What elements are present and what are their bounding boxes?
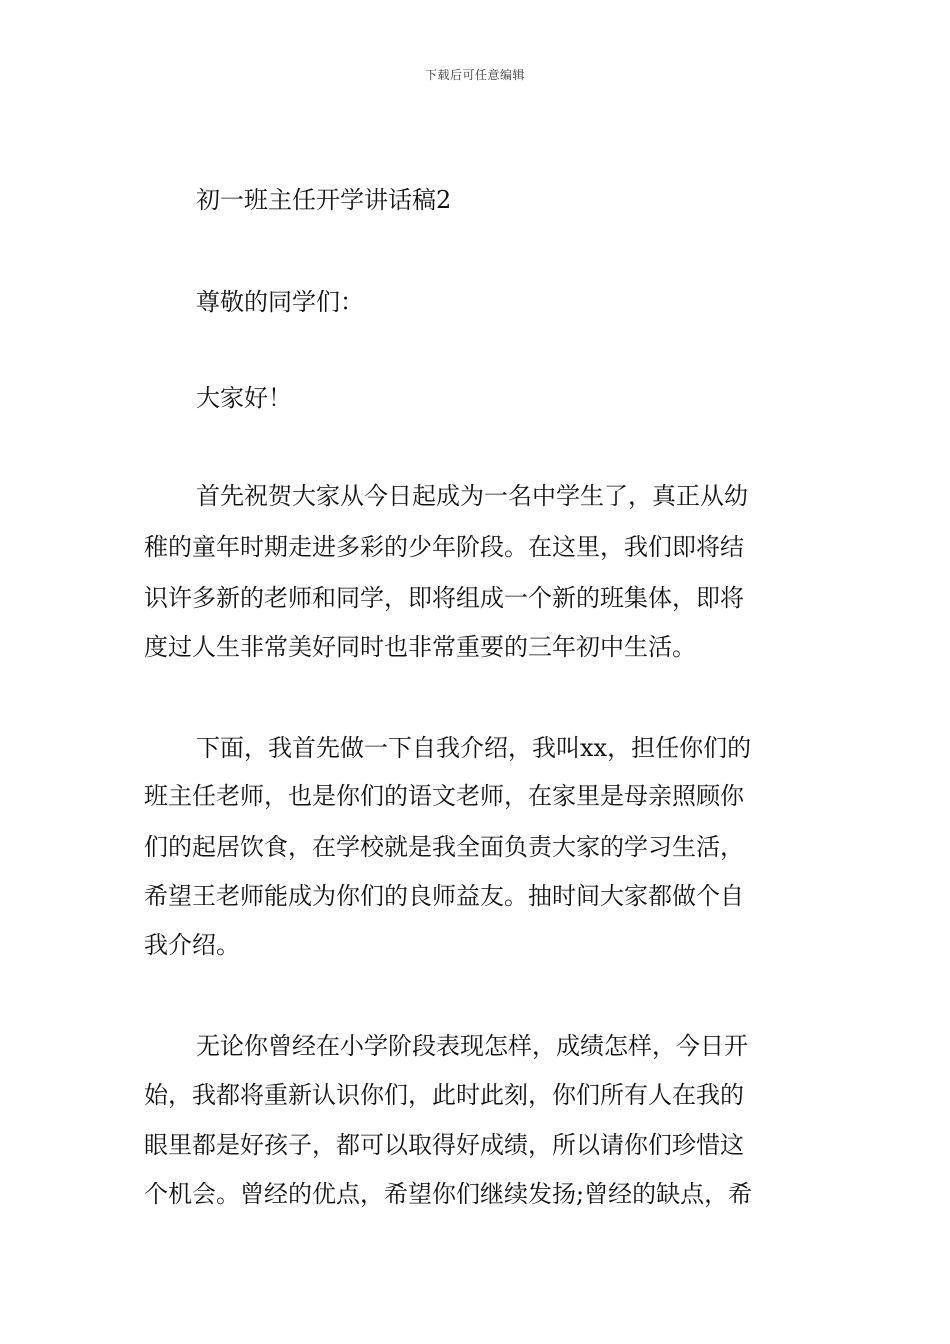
paragraph-line: 首先祝贺大家从今日起成为一名中学生了，真正从幼 — [196, 482, 748, 510]
paragraph-line: 稚的童年时期走进多彩的少年阶段。在这里，我们即将结 — [144, 533, 744, 561]
paragraph-line: 度过人生非常美好同时也非常重要的三年初中生活。 — [144, 633, 696, 661]
paragraph-line: 希望王老师能成为你们的良师益友。抽时间大家都做个自 — [144, 882, 744, 910]
paragraph-line: 个机会。曾经的优点，希望你们继续发扬;曾经的缺点，希 — [144, 1180, 753, 1208]
paragraph-line: 下面，我首先做一下自我介绍，我叫xx，担任你们的 — [196, 734, 752, 762]
paragraph-line: 识许多新的老师和同学，即将组成一个新的班集体，即将 — [144, 584, 744, 612]
header-note: 下载后可任意编辑 — [424, 68, 525, 82]
paragraph-line: 眼里都是好孩子，都可以取得好成绩，所以请你们珍惜这 — [144, 1131, 744, 1159]
paragraph-line: 无论你曾经在小学阶段表现怎样，成绩怎样，今日开 — [196, 1032, 748, 1060]
paragraph-line: 始，我都将重新认识你们，此时此刻，你们所有人在我的 — [144, 1081, 744, 1109]
document-title: 初一班主任开学讲话稿2 — [196, 186, 452, 214]
greeting: 大家好！ — [196, 384, 292, 412]
paragraph-line: 们的起居饮食，在学校就是我全面负责大家的学习生活， — [144, 833, 744, 861]
paragraph-line: 我介绍。 — [144, 931, 240, 959]
salutation: 尊敬的同学们： — [196, 288, 364, 316]
paragraph-line: 班主任老师，也是你们的语文老师，在家里是母亲照顾你 — [144, 782, 744, 810]
